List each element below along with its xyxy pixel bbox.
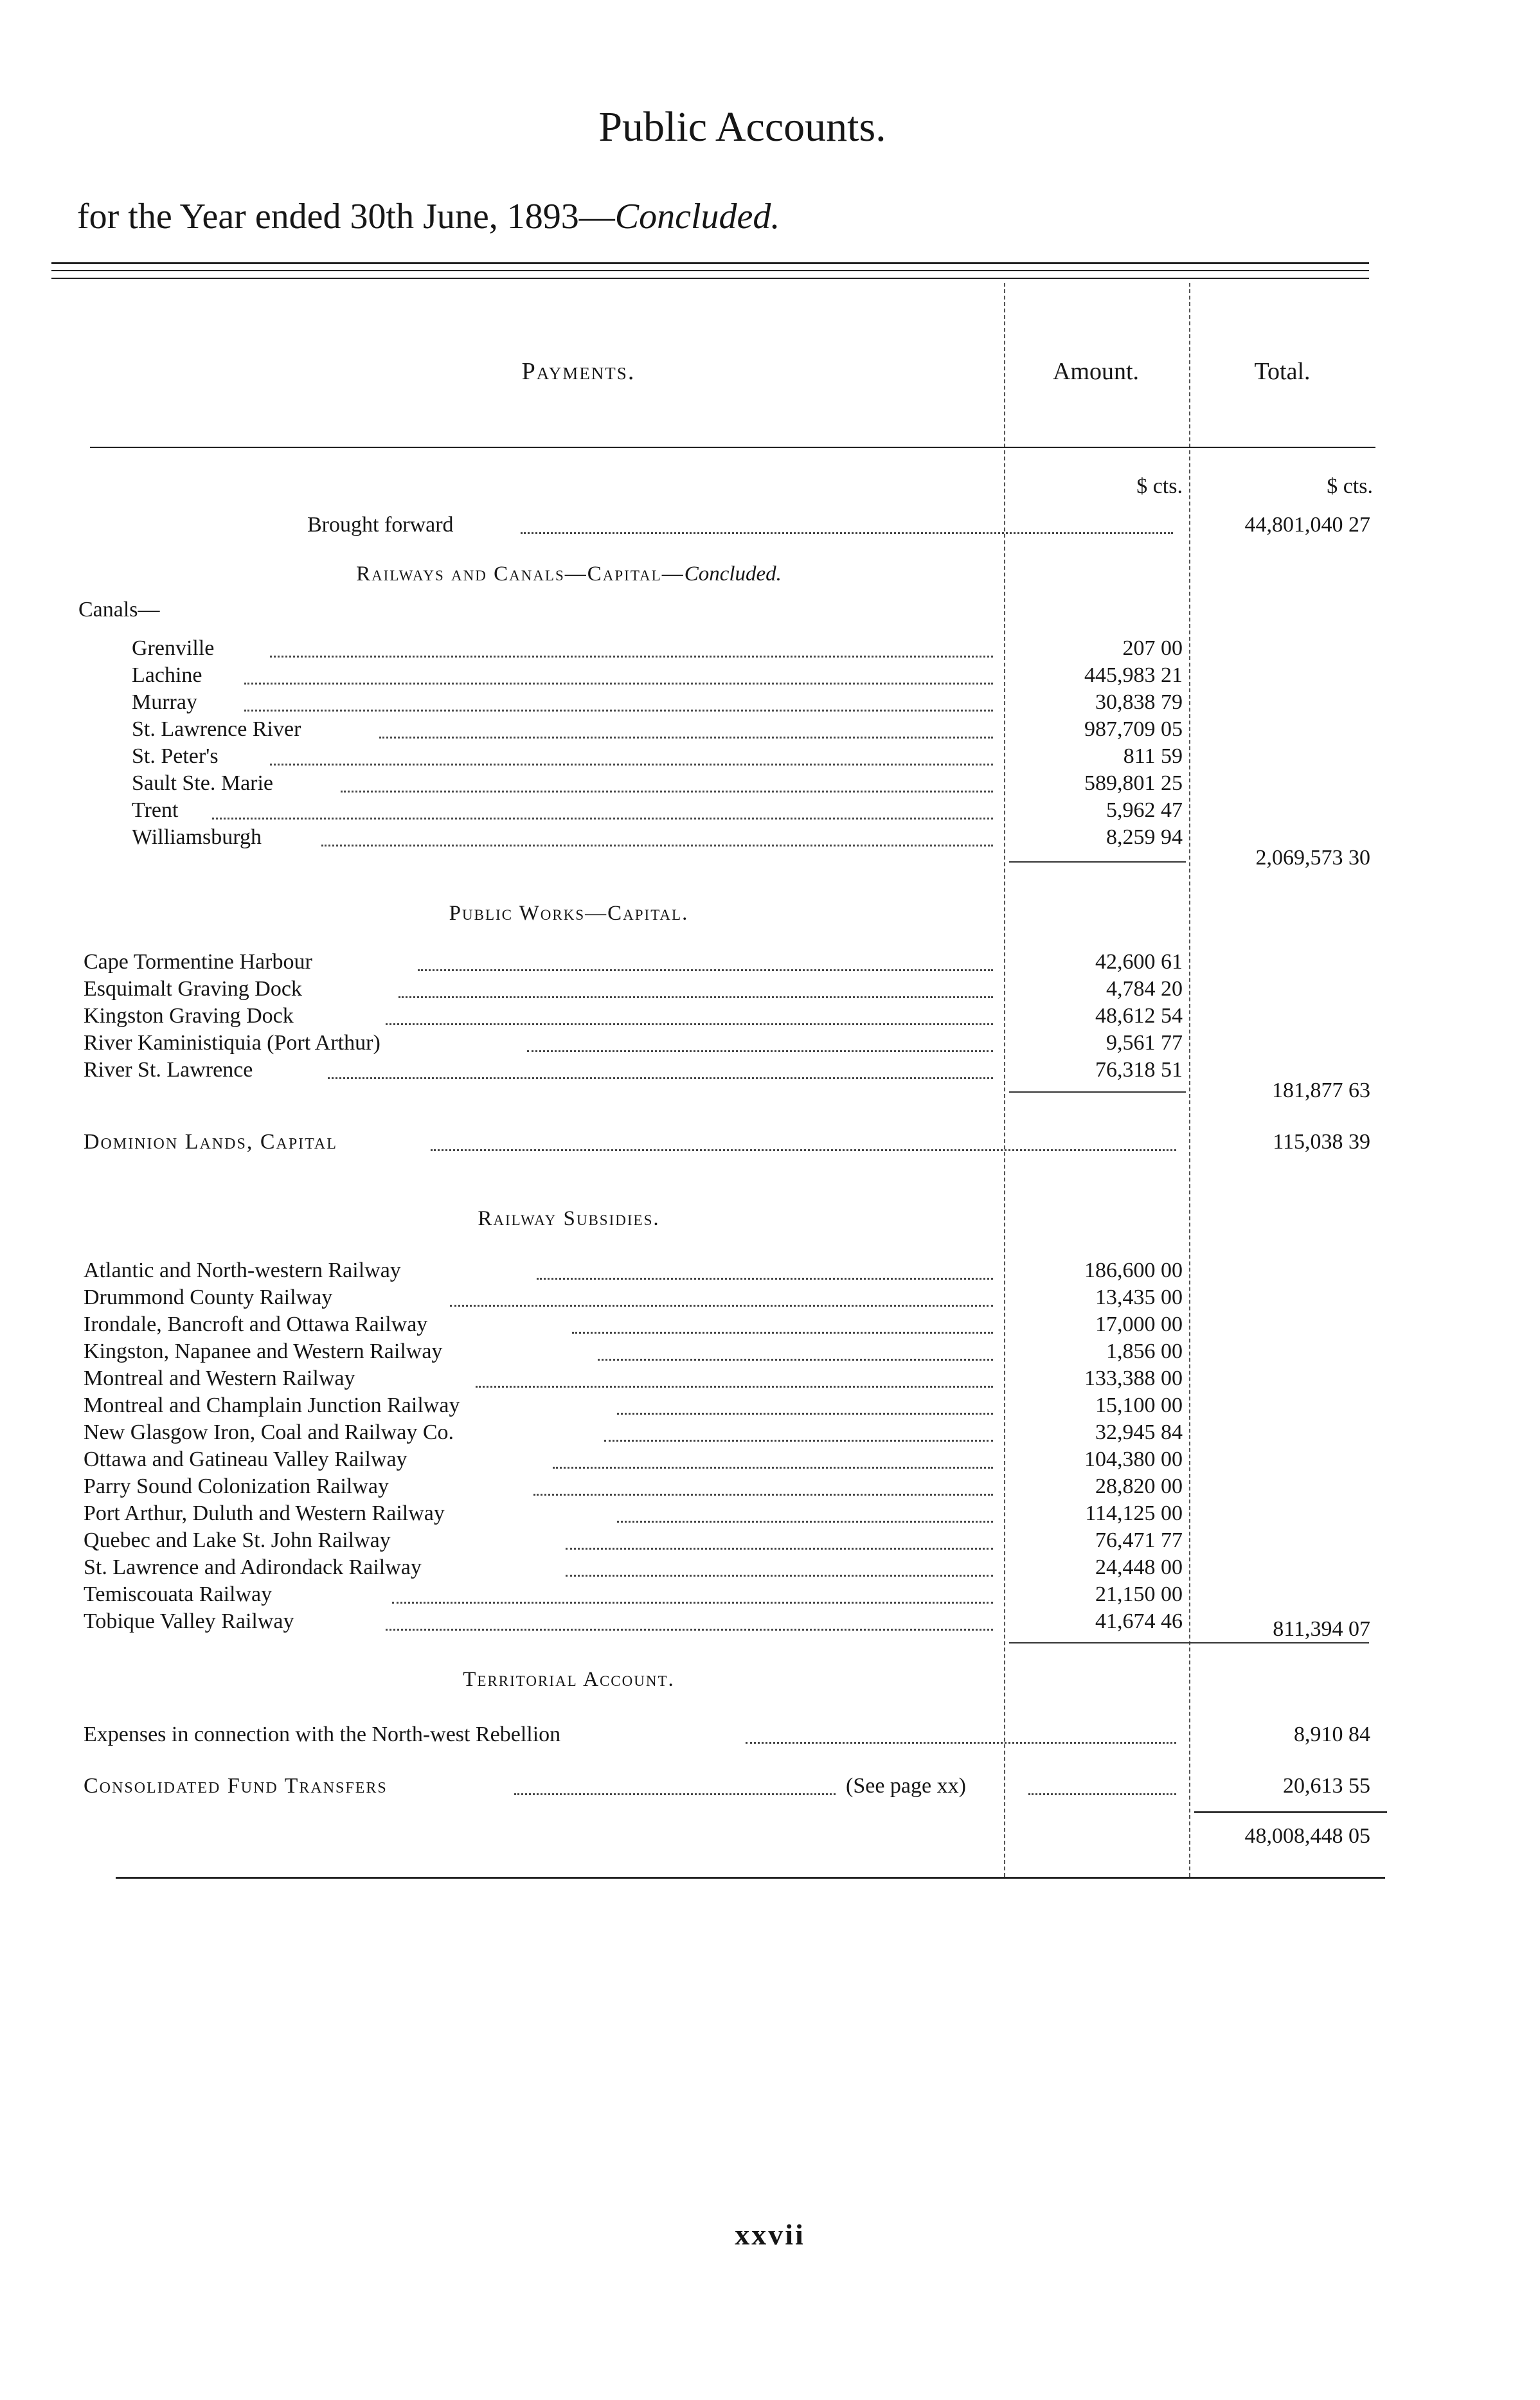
subsidy-amount: 114,125 00 <box>1085 1501 1183 1525</box>
leader-dots <box>270 764 993 766</box>
subsidy-amount: 24,448 00 <box>1095 1555 1183 1579</box>
grand-total-rule <box>1194 1811 1387 1813</box>
list-item <box>0 1004 1540 1031</box>
canals-group-label: Canals— <box>78 598 160 622</box>
subsidy-amount: 17,000 00 <box>1095 1312 1183 1336</box>
territorial-total: 8,910 84 <box>1289 1723 1370 1747</box>
public-works-amount: 48,612 54 <box>1095 1004 1183 1028</box>
leader-dots <box>212 818 993 819</box>
public-works-label: River Kaministiquia (Port Arthur) <box>84 1031 381 1055</box>
leader-dots <box>617 1521 993 1523</box>
subsidy-label: Kingston, Napanee and Western Railway <box>84 1339 443 1363</box>
top-rule-2 <box>51 270 1369 271</box>
public-works-amount: 4,784 20 <box>1106 977 1183 1001</box>
list-item <box>0 1258 1540 1285</box>
list-item <box>0 1312 1540 1339</box>
page-subtitle <box>77 196 780 237</box>
canal-label: Grenville <box>132 636 215 660</box>
leader-dots <box>431 1149 1176 1151</box>
leader-dots <box>617 1413 993 1415</box>
canal-amount: 30,838 79 <box>1095 690 1183 714</box>
list-item <box>0 1285 1540 1312</box>
grand-total: 48,008,448 05 <box>1244 1824 1370 1848</box>
leader-dots <box>341 791 993 793</box>
railways-canals-heading-text: Railways and Canals—Capital— <box>356 562 685 586</box>
leader-dots <box>379 737 993 739</box>
subsidy-label: Parry Sound Colonization Railway <box>84 1474 389 1498</box>
subsidy-label: Irondale, Bancroft and Ottawa Railway <box>84 1312 428 1336</box>
subsidy-amount: 133,388 00 <box>1084 1366 1183 1390</box>
canal-label: St. Peter's <box>132 744 219 768</box>
canals-total-row <box>0 846 1540 873</box>
public-works-label: Kingston Graving Dock <box>84 1004 294 1028</box>
amount-header: Amount. <box>1052 358 1140 385</box>
canal-label: Trent <box>132 798 179 822</box>
leader-dots <box>244 683 993 685</box>
subsidy-label: St. Lawrence and Adirondack Railway <box>84 1555 422 1579</box>
subsidy-label: New Glasgow Iron, Coal and Railway Co. <box>84 1420 454 1444</box>
leader-dots <box>598 1359 993 1361</box>
leader-dots <box>1028 1793 1176 1795</box>
consolidated-label: Consolidated Fund Transfers <box>84 1774 388 1798</box>
subsidy-amount: 76,471 77 <box>1095 1528 1183 1552</box>
subsidy-label: Montreal and Western Railway <box>84 1366 355 1390</box>
page-number: xxvii <box>735 2218 805 2251</box>
public-works-label: River St. Lawrence <box>84 1058 253 1082</box>
list-item <box>0 977 1540 1004</box>
subsidy-label: Quebec and Lake St. John Railway <box>84 1528 391 1552</box>
canal-label: St. Lawrence River <box>132 717 301 741</box>
list-item <box>0 1393 1540 1420</box>
list-item <box>0 1447 1540 1474</box>
leader-dots <box>604 1440 993 1442</box>
leader-dots <box>514 1793 836 1795</box>
list-item <box>0 1474 1540 1501</box>
leader-dots <box>566 1548 993 1550</box>
brought-forward-row <box>0 513 1540 540</box>
public-works-total: 181,877 63 <box>1272 1079 1370 1102</box>
leader-dots <box>537 1278 993 1280</box>
subsidy-label: Temiscouata Railway <box>84 1582 273 1606</box>
public-works-label: Cape Tormentine Harbour <box>84 950 312 974</box>
list-item <box>0 950 1540 977</box>
subsidy-amount: 21,150 00 <box>1095 1582 1183 1606</box>
railways-canals-heading <box>193 562 945 586</box>
list-item <box>0 663 1540 690</box>
payments-header: Payments. <box>521 358 636 385</box>
subsidy-label: Drummond County Railway <box>84 1285 333 1309</box>
canal-label: Lachine <box>132 663 202 687</box>
public-works-heading: Public Works—Capital. <box>449 902 689 925</box>
list-item <box>0 744 1540 771</box>
subsidy-amount: 13,435 00 <box>1095 1285 1183 1309</box>
list-item <box>0 717 1540 744</box>
canal-amount: 811 59 <box>1123 744 1183 768</box>
amount-unit: $ cts. <box>1136 474 1183 498</box>
public-works-total-row <box>0 1079 1540 1106</box>
brought-forward-label: Brought forward <box>307 513 454 537</box>
list-item <box>0 1420 1540 1447</box>
list-item <box>0 1366 1540 1393</box>
consolidated-note: (See page xx) <box>842 1774 970 1798</box>
public-works-amount: 76,318 51 <box>1095 1058 1183 1082</box>
leader-dots <box>450 1305 993 1307</box>
subsidy-label: Atlantic and North-western Railway <box>84 1258 401 1282</box>
subsidy-amount: 28,820 00 <box>1095 1474 1183 1498</box>
dominion-lands-label: Dominion Lands, Capital <box>84 1130 337 1154</box>
leader-dots <box>527 1050 993 1052</box>
subsidy-label: Tobique Valley Railway <box>84 1609 294 1633</box>
total-header: Total. <box>1254 358 1311 385</box>
public-works-label: Esquimalt Graving Dock <box>84 977 302 1001</box>
subsidy-label: Ottawa and Gatineau Valley Railway <box>84 1447 407 1471</box>
subsidy-amount: 1,856 00 <box>1106 1339 1183 1363</box>
leader-dots <box>521 532 1173 534</box>
public-works-amount: 9,561 77 <box>1106 1031 1183 1055</box>
canals-total: 2,069,573 30 <box>1255 846 1370 870</box>
leader-dots <box>244 710 993 712</box>
dominion-lands-total: 115,038 39 <box>1267 1130 1370 1154</box>
list-item <box>0 690 1540 717</box>
subsidy-amount: 15,100 00 <box>1095 1393 1183 1417</box>
list-item <box>0 1031 1540 1058</box>
header-rule <box>90 447 1375 448</box>
leader-dots <box>572 1332 993 1334</box>
subsidy-amount: 104,380 00 <box>1084 1447 1183 1471</box>
subsidies-total-row <box>0 1617 1540 1644</box>
leader-dots <box>566 1575 993 1577</box>
list-item <box>0 771 1540 798</box>
territorial-label: Expenses in connection with the North-west Rebellion <box>84 1723 561 1746</box>
leader-dots <box>386 1023 993 1025</box>
subsidy-label: Port Arthur, Duluth and Western Railway <box>84 1501 445 1525</box>
top-rule-1 <box>51 262 1369 264</box>
canal-amount: 8,259 94 <box>1106 825 1183 849</box>
subsidy-amount: 41,674 46 <box>1095 1609 1183 1633</box>
canal-label: Sault Ste. Marie <box>132 771 274 795</box>
list-item <box>0 636 1540 663</box>
list-item <box>0 1555 1540 1582</box>
list-item <box>0 1528 1540 1555</box>
list-item <box>0 1582 1540 1609</box>
subtitle-concluded: Concluded. <box>614 197 780 237</box>
consolidated-row <box>0 1774 1540 1801</box>
railways-canals-concluded: Concluded. <box>684 562 782 586</box>
bottom-rule <box>116 1877 1385 1879</box>
total-unit: $ cts. <box>1327 474 1373 498</box>
leader-dots <box>418 969 993 971</box>
subsidy-amount: 32,945 84 <box>1095 1420 1183 1444</box>
list-item <box>0 1501 1540 1528</box>
leader-dots <box>553 1467 993 1469</box>
subsidy-label: Montreal and Champlain Junction Railway <box>84 1393 460 1417</box>
subsidy-amount: 186,600 00 <box>1084 1258 1183 1282</box>
page-title: Public Accounts. <box>598 103 886 150</box>
leader-dots <box>746 1742 1176 1744</box>
railway-subsidies-heading: Railway Subsidies. <box>478 1207 660 1230</box>
brought-forward-total: 44,801,040 27 <box>1240 513 1371 537</box>
subsidies-total: 811,394 07 <box>1273 1617 1370 1641</box>
leader-dots <box>533 1494 993 1496</box>
leader-dots <box>270 656 993 658</box>
canal-label: Williamsburgh <box>132 825 262 849</box>
canal-amount: 987,709 05 <box>1084 717 1183 741</box>
territorial-heading: Territorial Account. <box>463 1668 675 1691</box>
list-item <box>0 1339 1540 1366</box>
leader-dots <box>476 1386 993 1388</box>
public-works-amount: 42,600 61 <box>1095 950 1183 974</box>
subtitle-prefix: for the Year ended 30th June, 1893— <box>77 197 615 237</box>
leader-dots <box>392 1602 993 1604</box>
canal-amount: 207 00 <box>1122 636 1183 660</box>
canal-amount: 5,962 47 <box>1106 798 1183 822</box>
leader-dots <box>398 996 993 998</box>
dominion-lands-row <box>0 1130 1540 1157</box>
canal-amount: 589,801 25 <box>1084 771 1183 795</box>
grand-total-row <box>0 1824 1540 1851</box>
canal-amount: 445,983 21 <box>1084 663 1183 687</box>
list-item <box>0 798 1540 825</box>
consolidated-total: 20,613 55 <box>1278 1774 1370 1798</box>
top-rule-3 <box>51 278 1369 279</box>
units-row <box>0 474 1540 501</box>
territorial-row <box>0 1723 1540 1750</box>
canal-label: Murray <box>132 690 197 714</box>
